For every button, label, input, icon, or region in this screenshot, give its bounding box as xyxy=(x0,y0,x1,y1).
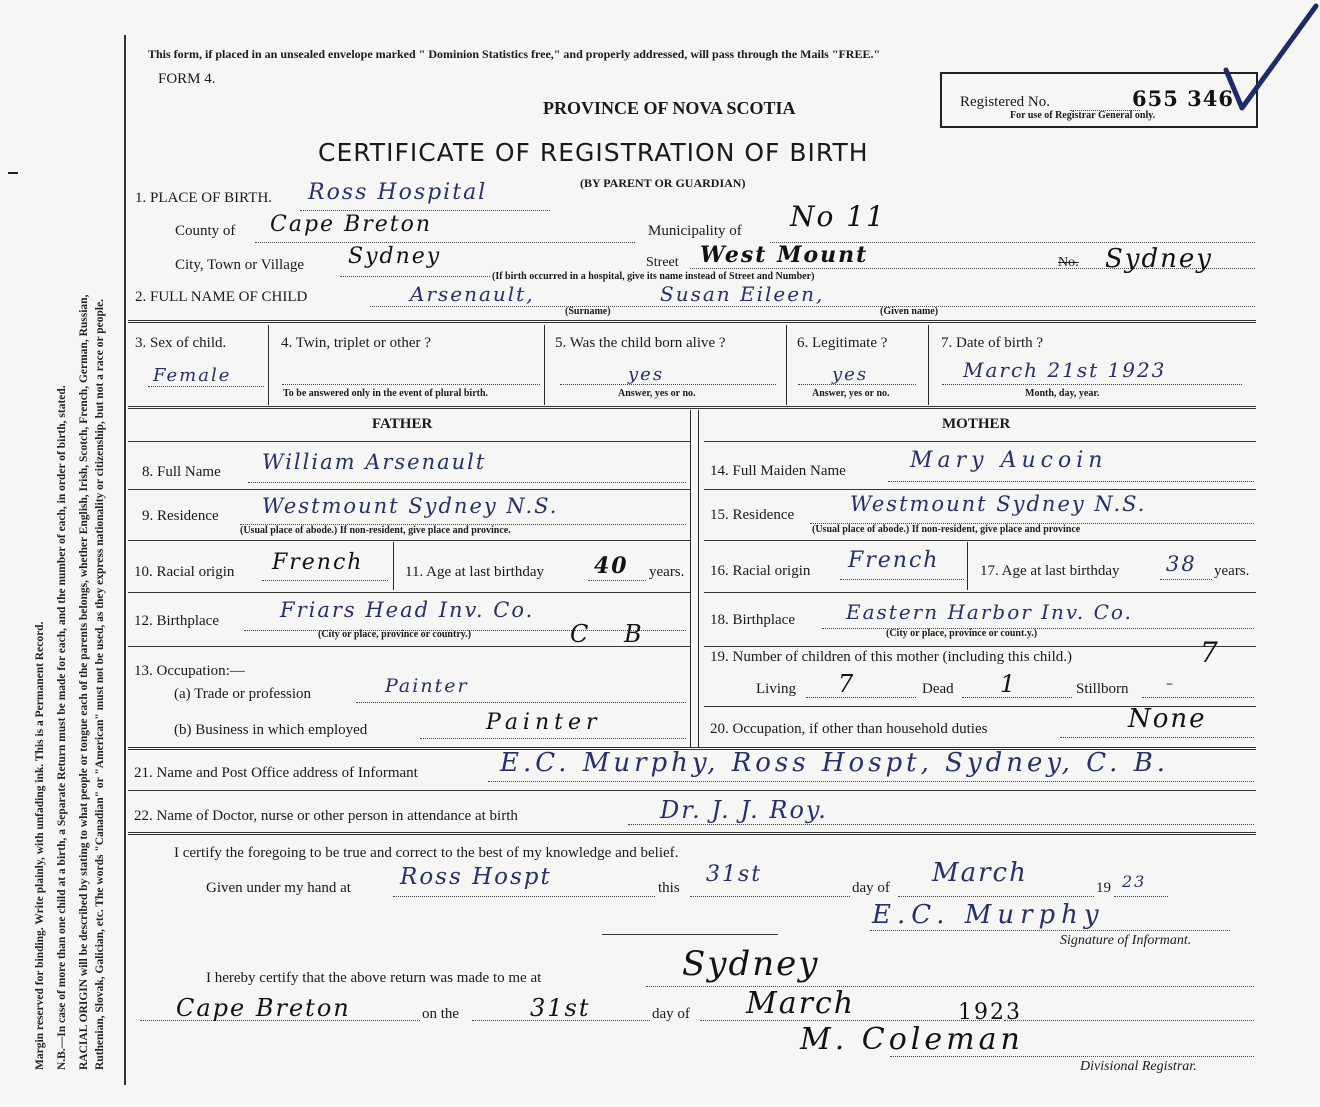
trade-value: Painter xyxy=(385,675,469,697)
child-given-value: Susan Eileen, xyxy=(660,282,825,306)
city-label: City, Town or Village xyxy=(175,257,305,273)
mother-birthplace-note: (City or place, province or count.y.) xyxy=(886,628,1038,639)
child-name-label: 2. FULL NAME OF CHILD xyxy=(135,289,308,305)
informant-signature-label: Signature of Informant. xyxy=(1060,933,1192,948)
father-birthplace-value: Friars Head Inv. Co. xyxy=(280,598,535,622)
mother-residence-note: (Usual place of abode.) If non-resident, give place and province xyxy=(812,524,1081,535)
margin-note-3: RACIAL ORIGIN will be described by stating to what people or tongue each of the parents belongs, whether English, Irish, Scotch, French, German, Russian, xyxy=(78,294,90,1070)
mother-occupation-value: None xyxy=(1128,704,1207,734)
binding-mark xyxy=(8,172,18,174)
registered-label: Registered No. xyxy=(960,94,1050,110)
father-residence-value: Westmount Sydney N.S. xyxy=(262,494,559,518)
mother-race-label: 16. Racial origin xyxy=(710,563,811,579)
dob-note: Month, day, year. xyxy=(1025,388,1100,399)
mother-residence-value: Westmount Sydney N.S. xyxy=(850,492,1147,516)
alive-label: 5. Was the child born alive ? xyxy=(555,335,726,351)
sex-value: Female xyxy=(153,365,232,386)
father-name-label: 8. Full Name xyxy=(142,464,221,480)
given-value: Ross Hospt xyxy=(400,864,552,890)
municipality-value: No 11 xyxy=(790,200,886,233)
given-label: Given under my hand at xyxy=(206,880,351,896)
child-surname-value: Arsenault, xyxy=(410,282,535,306)
registrar-on-label: on the xyxy=(422,1006,460,1022)
municipality-label: Municipality of xyxy=(648,223,742,239)
father-heading: FATHER xyxy=(372,416,433,432)
margin-note-4: Ruthenian, Slovak, Galician, etc. The words "Canadian" or "American" must not be used, as they express nationality or citizenship, but not a race or people. xyxy=(94,298,106,1070)
father-name-value: William Arsenault xyxy=(262,450,487,474)
stillborn-value: – xyxy=(1166,676,1175,692)
registrar-day-value: 31st xyxy=(530,994,591,1022)
doctor-value: Dr. J. J. Roy. xyxy=(660,796,828,824)
mother-years-label: years. xyxy=(1214,563,1250,579)
business-value: Painter xyxy=(486,710,602,735)
certify-year-value: 23 xyxy=(1122,872,1147,891)
form-number: FORM 4. xyxy=(158,71,216,87)
street-value: West Mount xyxy=(700,242,869,268)
father-birthplace-value-2: C B xyxy=(570,620,656,648)
mother-col-rule-b xyxy=(698,410,699,747)
dead-value: 1 xyxy=(1000,670,1018,698)
city-value: Sydney xyxy=(348,244,442,269)
business-label: (b) Business in which employed xyxy=(174,722,368,738)
certify-statement: I certify the foregoing to be true and correct to the best of my knowledge and belief. xyxy=(174,845,679,861)
registered-number: 655 346 xyxy=(1132,86,1234,111)
twin-note: To be answered only in the event of plural birth. xyxy=(283,388,489,399)
mother-occupation-label: 20. Occupation, if other than household duties xyxy=(710,721,988,737)
certificate-subtitle: (BY PARENT OR GUARDIAN) xyxy=(580,176,746,190)
stillborn-label: Stillborn xyxy=(1076,681,1129,697)
legitimate-value: yes xyxy=(832,364,869,385)
dob-label: 7. Date of birth ? xyxy=(941,335,1044,351)
dob-value: March 21st 1923 xyxy=(963,358,1167,382)
margin-note-1: Margin reserved for binding. Write plainly, with unfading ink. This is a Permanent Record. xyxy=(34,621,46,1070)
registrar-note: For use of Registrar General only. xyxy=(1010,110,1156,121)
children-count-label: 19. Number of children of this mother (including this child.) xyxy=(710,649,1073,665)
county-label: County of xyxy=(175,223,236,239)
father-birthplace-label: 12. Birthplace xyxy=(134,613,219,629)
surname-note: (Surname) xyxy=(565,306,611,317)
father-race-value: French xyxy=(272,550,364,575)
mother-age-value: 38 xyxy=(1166,552,1197,576)
mother-name-label: 14. Full Maiden Name xyxy=(710,463,846,479)
place-of-birth-value: Ross Hospital xyxy=(308,180,488,205)
street-label: Street xyxy=(646,255,679,270)
registrar-statement: I hereby certify that the above return was made to me at xyxy=(206,970,542,986)
living-value: 7 xyxy=(838,670,856,698)
mother-heading: MOTHER xyxy=(942,416,1011,432)
margin-rule xyxy=(124,35,126,1085)
legitimate-label: 6. Legitimate ? xyxy=(797,335,888,351)
father-col-rule-a xyxy=(690,410,691,747)
registrar-dayof-label: day of xyxy=(652,1006,690,1022)
row3-top-rule xyxy=(128,320,1256,323)
alive-note: Answer, yes or no. xyxy=(618,388,696,399)
mother-race-value: French xyxy=(848,548,940,573)
informant-label: 21. Name and Post Office address of Informant xyxy=(134,765,418,781)
father-residence-note: (Usual place of abode.) If non-resident, give place and province. xyxy=(240,525,511,536)
doctor-label: 22. Name of Doctor, nurse or other person in attendance at birth xyxy=(134,808,518,824)
father-residence-label: 9. Residence xyxy=(142,508,219,524)
hospital-note: (If birth occurred in a hospital, give its name instead of Street and Number) xyxy=(492,271,815,282)
mail-notice: This form, if placed in an unsealed envelope marked " Dominion Statistics free," and properly addressed, will pass through the Mails "FREE." xyxy=(148,47,881,61)
checkmark-icon xyxy=(1220,0,1320,115)
children-count-value: 7 xyxy=(1200,636,1220,669)
mother-name-value: Mary Aucoin xyxy=(910,448,1108,473)
county-value: Cape Breton xyxy=(270,212,433,237)
father-race-label: 10. Racial origin xyxy=(134,564,235,580)
province-heading: PROVINCE OF NOVA SCOTIA xyxy=(543,98,796,118)
this-label: this xyxy=(658,880,680,896)
certify-dayof-label: day of xyxy=(852,880,890,896)
place-of-birth-label: 1. PLACE OF BIRTH. xyxy=(135,190,273,206)
certify-year-prefix: 19 xyxy=(1096,880,1111,896)
alive-value: yes xyxy=(628,364,665,385)
registrar-signature-label: Divisional Registrar. xyxy=(1080,1059,1197,1074)
mother-age-label: 17. Age at last birthday xyxy=(980,563,1120,579)
number-label: No. xyxy=(1058,255,1079,270)
mother-birthplace-label: 18. Birthplace xyxy=(710,612,795,628)
twin-label: 4. Twin, triplet or other ? xyxy=(281,335,431,351)
registrar-month-value: March xyxy=(746,986,856,1021)
mother-birthplace-value: Eastern Harbor Inv. Co. xyxy=(846,600,1133,624)
registrar-county-value: Cape Breton xyxy=(176,994,351,1022)
certify-month-value: March xyxy=(932,858,1028,888)
legitimate-note: Answer, yes or no. xyxy=(812,388,890,399)
this-value: 31st xyxy=(706,862,763,887)
father-occupation-label: 13. Occupation:— xyxy=(134,663,245,679)
registrar-year-value: 1923 xyxy=(958,1000,1022,1025)
father-birthplace-note: (City or place, province or country.) xyxy=(318,629,472,640)
informant-value: E.C. Murphy, Ross Hospt, Sydney, C. B. xyxy=(500,748,1170,778)
parents-top-rule xyxy=(128,406,1256,409)
father-years-label: years. xyxy=(649,564,685,580)
trade-label: (a) Trade or profession xyxy=(174,686,312,702)
registration-box xyxy=(940,72,1258,128)
mother-residence-label: 15. Residence xyxy=(710,507,795,523)
father-age-value: 40 xyxy=(594,553,629,579)
registrar-signature: M. Coleman xyxy=(800,1022,1024,1057)
living-label: Living xyxy=(756,681,796,697)
certificate-title: CERTIFICATE OF REGISTRATION OF BIRTH xyxy=(318,138,869,167)
number-value: Sydney xyxy=(1105,244,1213,274)
sex-label: 3. Sex of child. xyxy=(135,335,227,351)
informant-signature: E.C. Murphy xyxy=(872,900,1105,930)
given-name-note: (Given name) xyxy=(880,306,939,317)
dead-label: Dead xyxy=(922,681,954,697)
margin-note-2: N.B.—In case of more than one child at a birth, a Separate Return must be made for each, and the number of each, in order of birth, stated. xyxy=(56,385,68,1070)
father-age-label: 11. Age at last birthday xyxy=(405,564,544,580)
registrar-place-value: Sydney xyxy=(682,944,820,984)
